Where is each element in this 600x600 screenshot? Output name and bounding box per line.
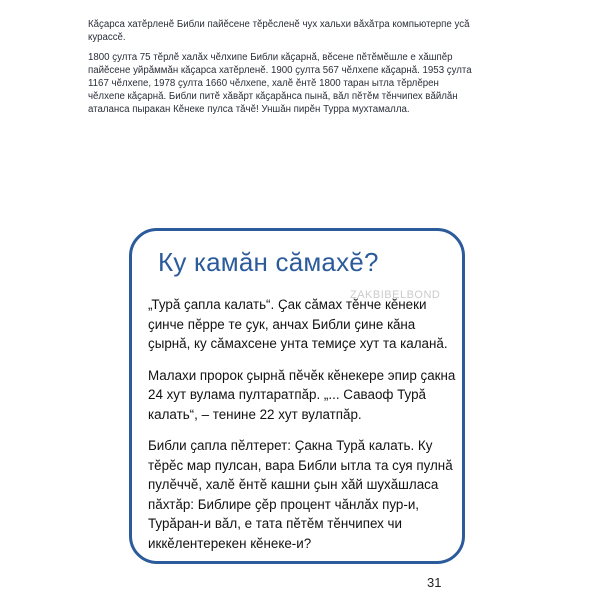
callout-paragraph: Библи ҫапла пӗлтерет: Ҫакна Турӑ калать. Ку тӗрӗс мар пулсан, вара Библи ытла та суя пулнӑ пулӗччӗ, халӗ ӗнтӗ кашни ҫын хӑй шухӑшласа пӑхтӑр: Библире ҫӗр процент чӑнлӑх пур-и, Турӑран-и вӑл, е тата пӗтӗм тӗнчипех чи иккӗлентерекен кӗнеке-и? bbox=[148, 438, 453, 551]
callout-paragraph: Малахи пророк ҫырнӑ пӗчӗк кӗнекере эпир ҫакна 24 хут вулама пултаратпӑр. „... Саваоф Турӑ калать“, – тенине 22 хут вулатпӑр. bbox=[148, 367, 456, 422]
callout-body bbox=[148, 295, 458, 565]
page-number: 31 bbox=[427, 575, 442, 590]
watermark: ZAKBIBELBOND bbox=[350, 289, 441, 301]
intro-paragraph: 1800 ҫулта 75 тӗрлӗ халӑх чӗлхипе Библи кӑҫарнӑ, вӗсене пӗтӗмӗшле е хӑшпӗр пайӗсене уйрӑммӑн кӑҫарса хатӗрленӗ. 1900 ҫулта 567 чӗлхепе кӑҫарнӑ. 1953 ҫулта 1167 чӗлхепе, 1978 ҫулта 1660 чӗлхепе, халӗ ӗнтӗ 1800 таран ытла тӗрлӗрен чӗлхепе кӑҫарнӑ. Библи питӗ хӑвӑрт кӑҫарӑнса пынӑ, вӑл пӗтӗм тӗнчипех вӑйлӑн аталанса пыракан Кӗнеке пулса тӑчӗ! Уншӑн пирӗн Турра мухтамалла. bbox=[88, 52, 472, 115]
callout-title: Ку камӑн сӑмахӗ? bbox=[158, 247, 379, 277]
callout-paragraph: „Турӑ ҫапла калать“. Ҫак сӑмах тӗнче кӗнеки ҫинче пӗрре те ҫук, анчах Библи ҫине кӑна ҫырнӑ, ку сӑмахсене унта темиҫе хут та каланӑ. bbox=[148, 297, 448, 351]
callout-box bbox=[129, 228, 465, 564]
intro-paragraph: Кӑҫарса хатӗрленӗ Библи пайӗсене тӗрӗсленӗ чух хальхи вӑхӑтра компьютерпе усӑ курассӗ. bbox=[88, 19, 470, 43]
intro-text bbox=[88, 18, 478, 123]
